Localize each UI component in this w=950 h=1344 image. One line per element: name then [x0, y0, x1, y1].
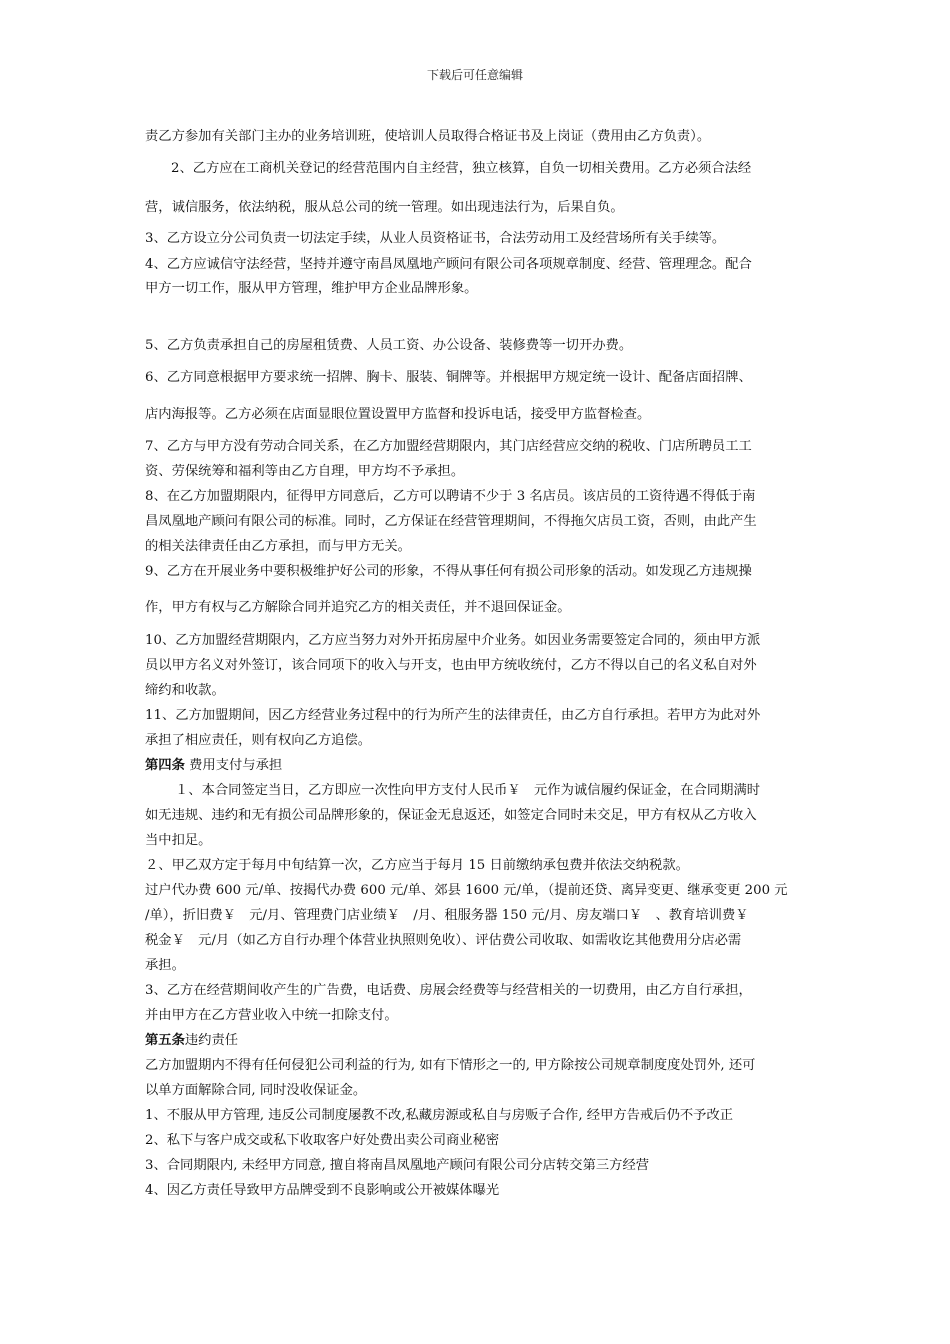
line-text: 乙方加盟期内不得有任何侵犯公司利益的行为, 如有下情形之一的, 甲方除按公司规章制度度处罚外, 还可 — [145, 1058, 756, 1073]
line-text: 以单方面解除合同, 同时没收保证金。 — [145, 1083, 367, 1098]
text-line — [145, 256, 752, 274]
text-line — [145, 1157, 649, 1175]
line-text: 甲方一切工作，服从甲方管理，维护甲方企业品牌形象。 — [145, 281, 478, 296]
line-text: 费用支付与承担 — [184, 758, 283, 773]
line-text: 违约责任 — [184, 1033, 239, 1048]
line-text: 员以甲方名义对外签订，该合同项下的收入与开支，也由甲方统收统付，乙方不得以自己的名义私自对外 — [145, 658, 757, 673]
line-text: 昌凤凰地产顾问有限公司的标准。同时，乙方保证在经营管理期间，不得拖欠店员工资，否则，由此产生 — [145, 514, 757, 529]
line-text: 资、劳保统筹和福利等由乙方自理，甲方均不予承担。 — [145, 464, 465, 479]
line-text: 承担。 — [145, 958, 185, 973]
text-line — [145, 563, 752, 581]
text-line — [145, 369, 752, 387]
line-text: 7、乙方与甲方没有劳动合同关系，在乙方加盟经营期限内，其门店经营应交纳的税收、门店所聘员工工 — [145, 439, 752, 454]
line-text: 3、乙方在经营期间收产生的广告费，电话费、房展会经费等与经营相关的一切费用，由乙方自行承担， — [145, 983, 752, 998]
text-line — [145, 982, 752, 1000]
text-line — [145, 463, 464, 481]
line-text: 责乙方参加有关部门主办的业务培训班，使培训人员取得合格证书及上岗证（费用由乙方负责）。 — [145, 129, 711, 144]
text-line — [175, 782, 760, 800]
text-line — [145, 682, 225, 700]
line-text: 缔约和收款。 — [145, 683, 225, 698]
text-line — [145, 513, 757, 531]
text-line — [145, 957, 185, 975]
line-text: 营，诚信服务，依法纳税，服从总公司的统一管理。如出现违法行为，后果自负。 — [145, 200, 624, 215]
line-text: /单），折旧费￥ 元/月、管理费门店业绩￥ /月、租服务器 150 元/月、房友端口￥ 、教育培训费￥ — [145, 908, 749, 923]
text-line — [145, 406, 650, 424]
text-line — [145, 1082, 366, 1100]
line-text: 8、在乙方加盟期限内，征得甲方同意后，乙方可以聘请不少于 3 名店员。该店员的工资待遇不得低于南 — [145, 489, 756, 504]
line-text: 2、乙方应在工商机关登记的经营范围内自主经营，独立核算，自负一切相关费用。乙方必须合法经 — [171, 161, 752, 176]
text-line — [145, 1107, 733, 1125]
line-text: 2、私下与客户成交或私下收取客户好处费出卖公司商业秘密 — [145, 1133, 500, 1148]
text-line — [145, 732, 371, 750]
text-line — [145, 1132, 499, 1150]
section-number: 第五条 — [145, 1033, 185, 1048]
text-line — [145, 882, 788, 900]
line-text: 1、不服从甲方管理, 违反公司制度屡教不改,私藏房源或私自与房贩子合作, 经甲方告戒后仍不予改正 — [145, 1108, 734, 1123]
text-line — [145, 438, 752, 456]
page-header: 下载后可任意编辑 — [426, 68, 523, 82]
line-text: ２、甲乙双方定于每月中旬结算一次，乙方应当于每月 15 日前缴纳承包费并依法交纳税款。 — [145, 858, 689, 873]
text-line — [145, 488, 755, 506]
line-text: 4、因乙方责任导致甲方品牌受到不良影响或公开被媒体曝光 — [145, 1183, 500, 1198]
text-line — [145, 128, 710, 146]
text-line — [145, 857, 689, 875]
line-text: 当中扣足。 — [145, 833, 212, 848]
text-line — [145, 280, 477, 298]
line-text: 5、乙方负责承担自己的房屋租赁费、人员工资、办公设备、装修费等一切开办费。 — [145, 338, 633, 353]
text-line — [145, 832, 211, 850]
text-line — [145, 932, 741, 950]
text-line — [145, 1057, 755, 1075]
text-line — [145, 1007, 398, 1025]
line-text: 11、乙方加盟期间，因乙方经营业务过程中的行为所产生的法律责任，由乙方自行承担。若甲方为此对外 — [145, 708, 761, 723]
line-text: 承担了相应责任，则有权向乙方追偿。 — [145, 733, 372, 748]
line-text: 10、乙方加盟经营期限内，乙方应当努力对外开拓房屋中介业务。如因业务需要签定合同的，须由甲方派 — [145, 633, 761, 648]
line-text: 如无违规、违约和无有损公司品牌形象的，保证金无息返还，如签定合同时未交足，甲方有权从乙方收入 — [145, 808, 757, 823]
line-text: 店内海报等。乙方必须在店面显眼位置设置甲方监督和投诉电话，接受甲方监督检查。 — [145, 407, 651, 422]
text-line — [171, 160, 751, 178]
line-text: 9、乙方在开展业务中要积极维护好公司的形象，不得从事任何有损公司形象的活动。如发现乙方违规操 — [145, 564, 752, 579]
section-number: 第四条 — [145, 758, 185, 773]
section-heading — [145, 757, 282, 775]
text-line — [145, 230, 725, 248]
line-text: 的相关法律责任由乙方承担，而与甲方无关。 — [145, 539, 411, 554]
text-line — [145, 707, 760, 725]
text-line — [145, 337, 632, 355]
text-line — [145, 657, 757, 675]
line-text: １、本合同签定当日，乙方即应一次性向甲方支付人民币￥ 元作为诚信履约保证金，在合同期满时 — [175, 783, 761, 798]
line-text: 并由甲方在乙方营业收入中统一扣除支付。 — [145, 1008, 398, 1023]
text-line — [145, 807, 757, 825]
line-text: 6、乙方同意根据甲方要求统一招牌、胸卡、服装、铜牌等。并根据甲方规定统一设计、配备店面招牌、 — [145, 370, 752, 385]
text-line — [145, 599, 571, 617]
line-text: 税金￥ 元/月（如乙方自行办理个体营业执照则免收）、评估费公司收取、如需收讫其他费用分店必需 — [145, 933, 742, 948]
line-text: 作，甲方有权与乙方解除合同并追究乙方的相关责任，并不退回保证金。 — [145, 600, 571, 615]
text-line — [145, 1182, 499, 1200]
text-line — [145, 632, 760, 650]
text-line — [145, 907, 749, 925]
line-text: 3、合同期限内, 未经甲方同意, 擅自将南昌凤凰地产顾问有限公司分店转交第三方经营 — [145, 1158, 650, 1173]
text-line — [145, 538, 411, 556]
text-line — [145, 199, 624, 217]
line-text: 3、乙方设立分公司负责一切法定手续，从业人员资格证书，合法劳动用工及经营场所有关手续等。 — [145, 231, 726, 246]
section-heading — [145, 1032, 238, 1050]
line-text: 4、乙方应诚信守法经营，坚持并遵守南昌凤凰地产顾问有限公司各项规章制度、经营、管理理念。配合 — [145, 257, 752, 272]
line-text: 过户代办费 600 元/单、按揭代办费 600 元/单、郊县 1600 元/单，（提前还贷、离异变更、继承变更 200 元 — [145, 883, 788, 898]
